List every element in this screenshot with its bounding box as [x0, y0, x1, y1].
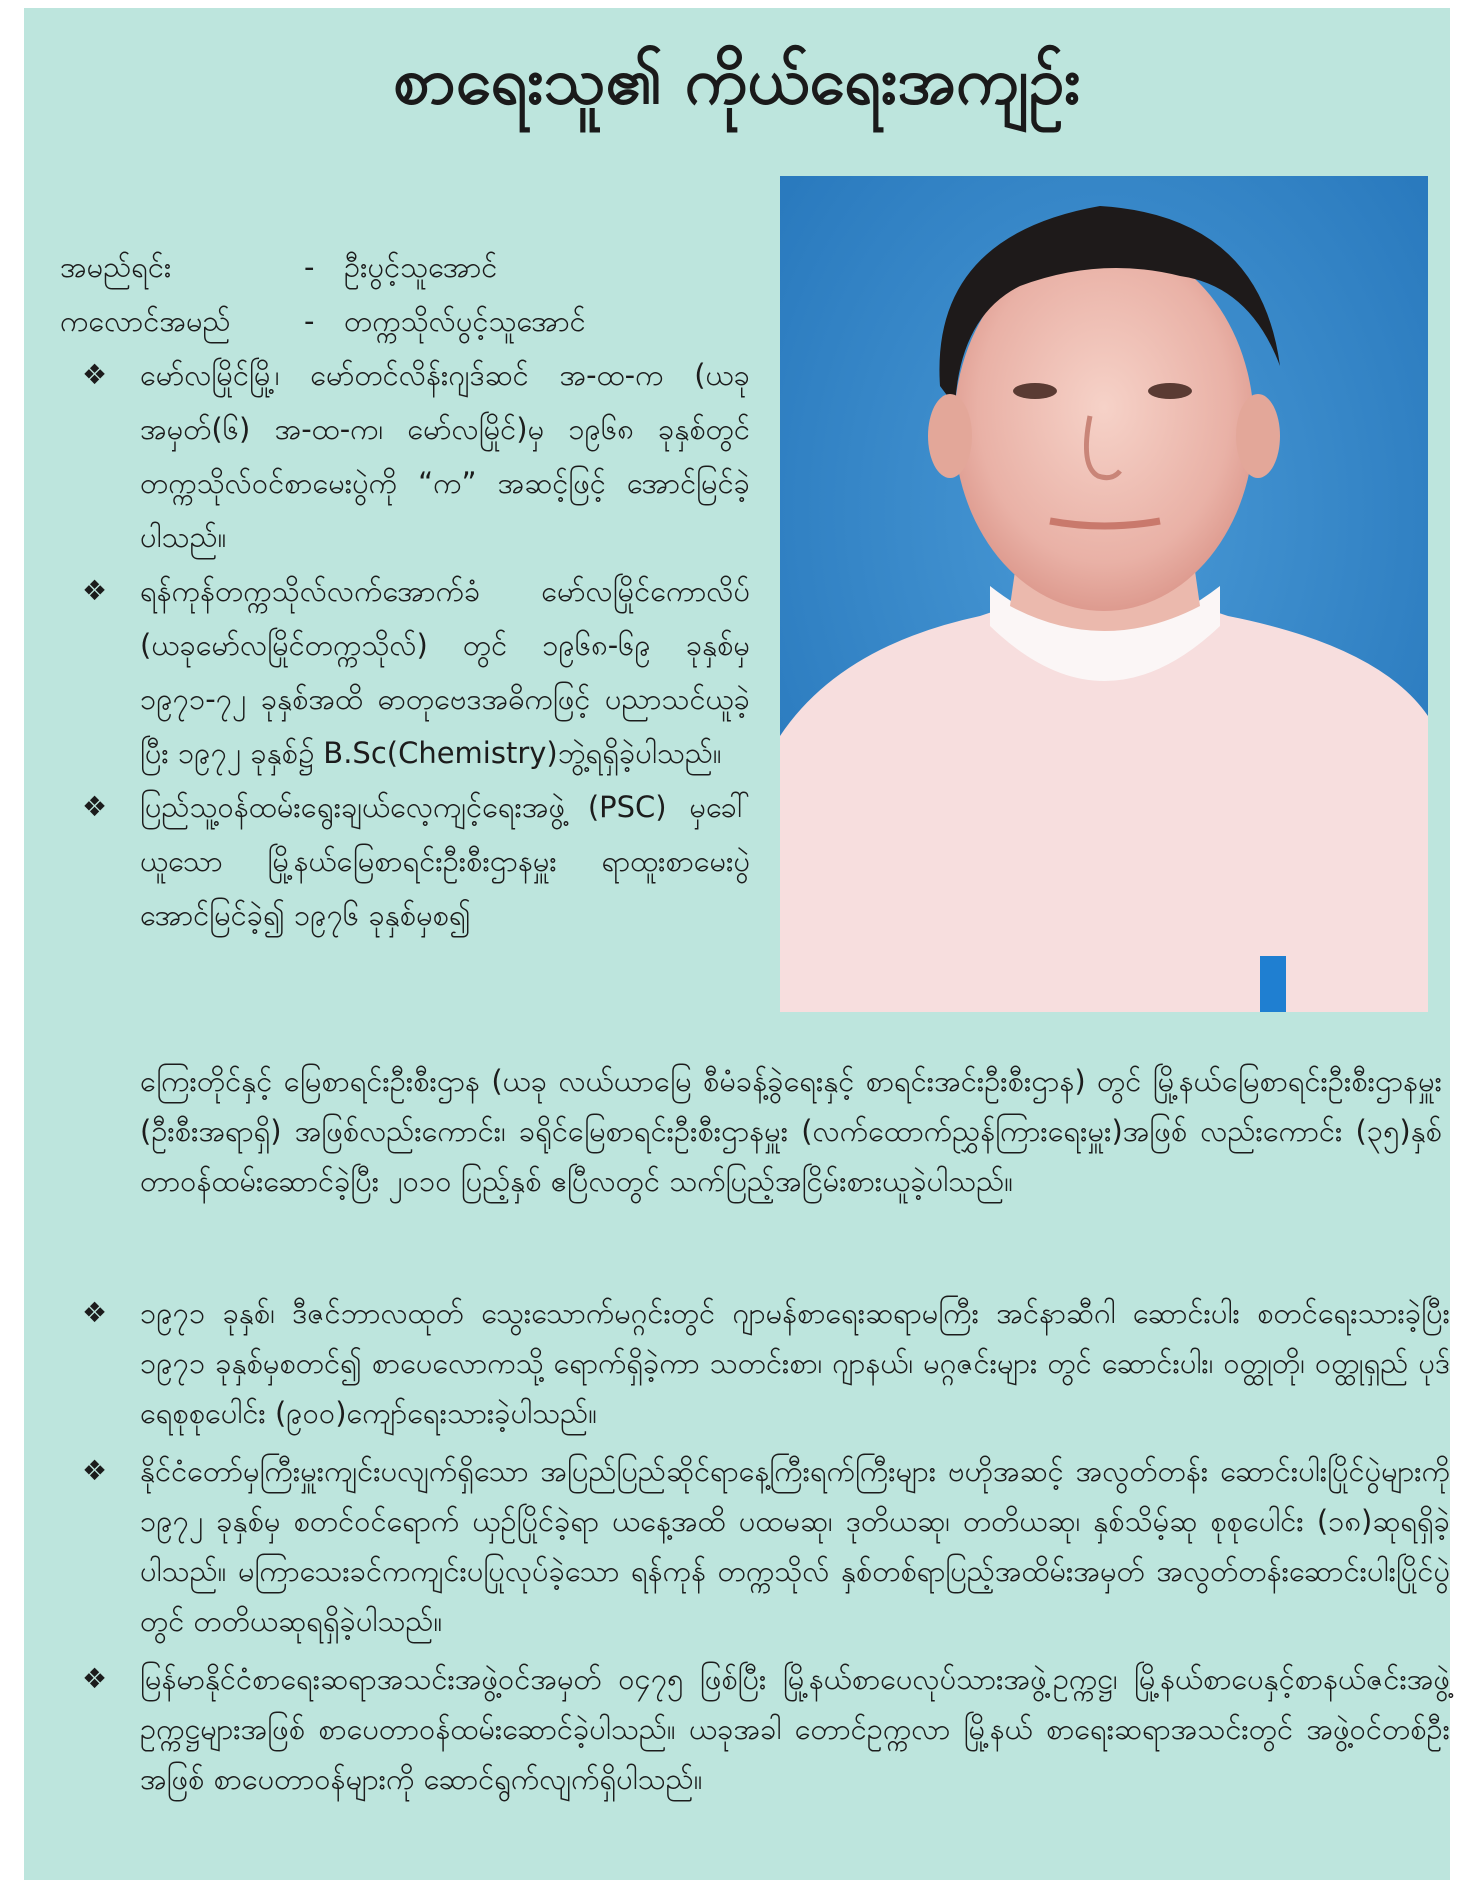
biography-panel	[24, 8, 1450, 1880]
career-item-text: ပြည်သူ့ဝန်ထမ်းရွေးချယ်လေ့ကျင့်ရေးအဖွဲ့ (PSC) မှခေါ်ယူသော မြို့နယ်မြေစာရင်းဦးစီးဌာနမှူး ရာထူးစာမေးပွဲအောင်မြင်ခဲ့၍ ၁၉၇၆ ခုနှစ်မှစ၍	[140, 790, 750, 932]
writing-career-item	[60, 1288, 1450, 1438]
author-portrait-image	[780, 176, 1428, 1012]
diamond-bullet-icon: ❖	[82, 1454, 108, 1487]
education-item-2	[60, 564, 750, 780]
pen-name-row	[60, 294, 750, 348]
pen-name-label: ကလောင်အမည်	[60, 304, 231, 338]
writing-career-item-text: ၁၉၇၁ ခုနှစ်၊ ဒီဇင်ဘာလထုတ် သွေးသောက်မဂ္ဂင်းတွင် ဂျာမန်စာရေးဆရာမကြီး အင်နာဆီဂါ ဆောင်းပါး စတင်ရေးသားခဲ့ပြီး ၁၉၇၁ ခုနှစ်မှစတင်၍ စာပေလောကသို့ ရောက်ရှိခဲ့ကာ သတင်းစာ၊ ဂျာနယ်၊ မဂ္ဂဇင်းများ တွင် ဆောင်းပါး၊ ဝတ္ထုတို၊ ဝတ္ထုရှည် ပုဒ်ရေစုစုပေါင်း (၉၀၀)ကျော်ရေးသားခဲ့ပါသည်။	[140, 1296, 1450, 1430]
real-name-dash: -	[304, 250, 315, 284]
diamond-bullet-icon: ❖	[82, 358, 108, 391]
diamond-bullet-icon: ❖	[82, 790, 108, 823]
pen-name-value: တက္ကသိုလ်ပွင့်သူအောင်	[344, 304, 586, 338]
education-item-1-text: မော်လမြိုင်မြို့၊ မော်တင်လိန်းဂျဒ်ဆင် အ-ထ-က (ယခု အမှတ်(၆) အ-ထ-က၊ မော်လမြိုင်)မှ ၁၉၆၈ ခုနှစ်တွင် တက္ကသိုလ်ဝင်စာမေးပွဲကို “က” အဆင့်ဖြင့် အောင်မြင်ခဲ့ပါသည်။	[140, 358, 750, 554]
career-item	[60, 780, 750, 942]
diamond-bullet-icon: ❖	[82, 574, 108, 607]
real-name-row	[60, 240, 750, 294]
diamond-bullet-icon: ❖	[82, 1296, 108, 1329]
membership-item-text: မြန်မာနိုင်ငံစာရေးဆရာအသင်းအဖွဲ့ဝင်အမှတ် ၀၄၇၅ ဖြစ်ပြီး မြို့နယ်စာပေလုပ်သားအဖွဲ့ဥက္ကဋ္ဌ၊ မြို့နယ်စာပေနှင့်စာနယ်ဇင်းအဖွဲ့ဥက္ကဋ္ဌများအဖြစ် စာပေတာဝန်ထမ်းဆောင်ခဲ့ပါသည်။ ယခုအခါ တောင်ဥက္ကလာ မြို့နယ် စာရေးဆရာအသင်းတွင် အဖွဲ့ဝင်တစ်ဦးအဖြစ် စာပေတာဝန်များကို ဆောင်ရွက်လျက်ရှိပါသည်။	[140, 1662, 1450, 1796]
diamond-bullet-icon: ❖	[82, 1662, 108, 1695]
real-name-value: ဦးပွင့်သူအောင်	[344, 250, 498, 284]
author-photo	[780, 176, 1428, 1012]
page-title: စာရေးသူ၏ ကိုယ်ရေးအကျဉ်း	[393, 45, 1081, 119]
real-name-label: အမည်ရင်း	[60, 250, 172, 284]
career-continuation-text: ကြေးတိုင်နှင့် မြေစာရင်းဦးစီးဌာန (ယခု လယ်ယာမြေ စီမံခန့်ခွဲရေးနှင့် စာရင်းအင်းဦးစီးဌာန) တွင် မြို့နယ်မြေစာရင်းဦးစီးဌာနမှူး (ဦးစီးအရာရှိ) အဖြစ်လည်းကောင်း၊ ခရိုင်မြေစာရင်းဦးစီးဌာနမှူး (လက်ထောက်ညွှန်ကြားရေးမှူး)အဖြစ် လည်းကောင်း (၃၅)နှစ် တာဝန်ထမ်းဆောင်ခဲ့ပြီး ၂၀၁၀ ပြည့်နှစ် ဧပြီလတွင် သက်ပြည့်အငြိမ်းစားယူခဲ့ပါသည်။	[140, 1064, 1442, 1198]
awards-item-text: နိုင်ငံတော်မှကြီးမှူးကျင်းပလျက်ရှိသော အပြည်ပြည်ဆိုင်ရာနေ့ကြီးရက်ကြီးများ ဗဟိုအဆင့် အလွတ်တန်း ဆောင်းပါးပြိုင်ပွဲများကို ၁၉၇၂ ခုနှစ်မှ စတင်ဝင်ရောက် ယှဉ်ပြိုင်ခဲ့ရာ ယနေ့အထိ ပထမဆု၊ ဒုတိယဆု၊ တတိယဆု၊ နှစ်သိမ့်ဆု စုစုပေါင်း (၁၈)ဆုရရှိခဲ့ပါသည်။ မကြာသေးခင်ကကျင်းပပြုလုပ်ခဲ့သော ရန်ကုန် တက္ကသိုလ် နှစ်တစ်ရာပြည့်အထိမ်းအမှတ် အလွတ်တန်းဆောင်းပါးပြိုင်ပွဲတွင် တတိယဆုရရှိခဲ့ပါသည်။	[140, 1454, 1450, 1638]
literary-achievements	[60, 1288, 1450, 1812]
pen-name-dash: -	[304, 304, 315, 338]
education-item-2-text: ရန်ကုန်တက္ကသိုလ်လက်အောက်ခံ မော်လမြိုင်ကောလိပ် (ယခုမော်လမြိုင်တက္ကသိုလ်) တွင် ၁၉၆၈-၆၉ ခုနှစ်မှ ၁၉၇၁-၇၂ ခုနှစ်အထိ ဓာတုဗေဒအဓိကဖြင့် ပညာသင်ယူခဲ့ပြီး ၁၉၇၂ ခုနှစ်၌ B.Sc(Chemistry)ဘွဲ့ရရှိခဲ့ပါသည်။	[140, 574, 750, 770]
awards-item	[60, 1446, 1450, 1646]
author-details	[60, 240, 750, 942]
membership-item	[60, 1654, 1450, 1804]
education-item-1	[60, 348, 750, 564]
